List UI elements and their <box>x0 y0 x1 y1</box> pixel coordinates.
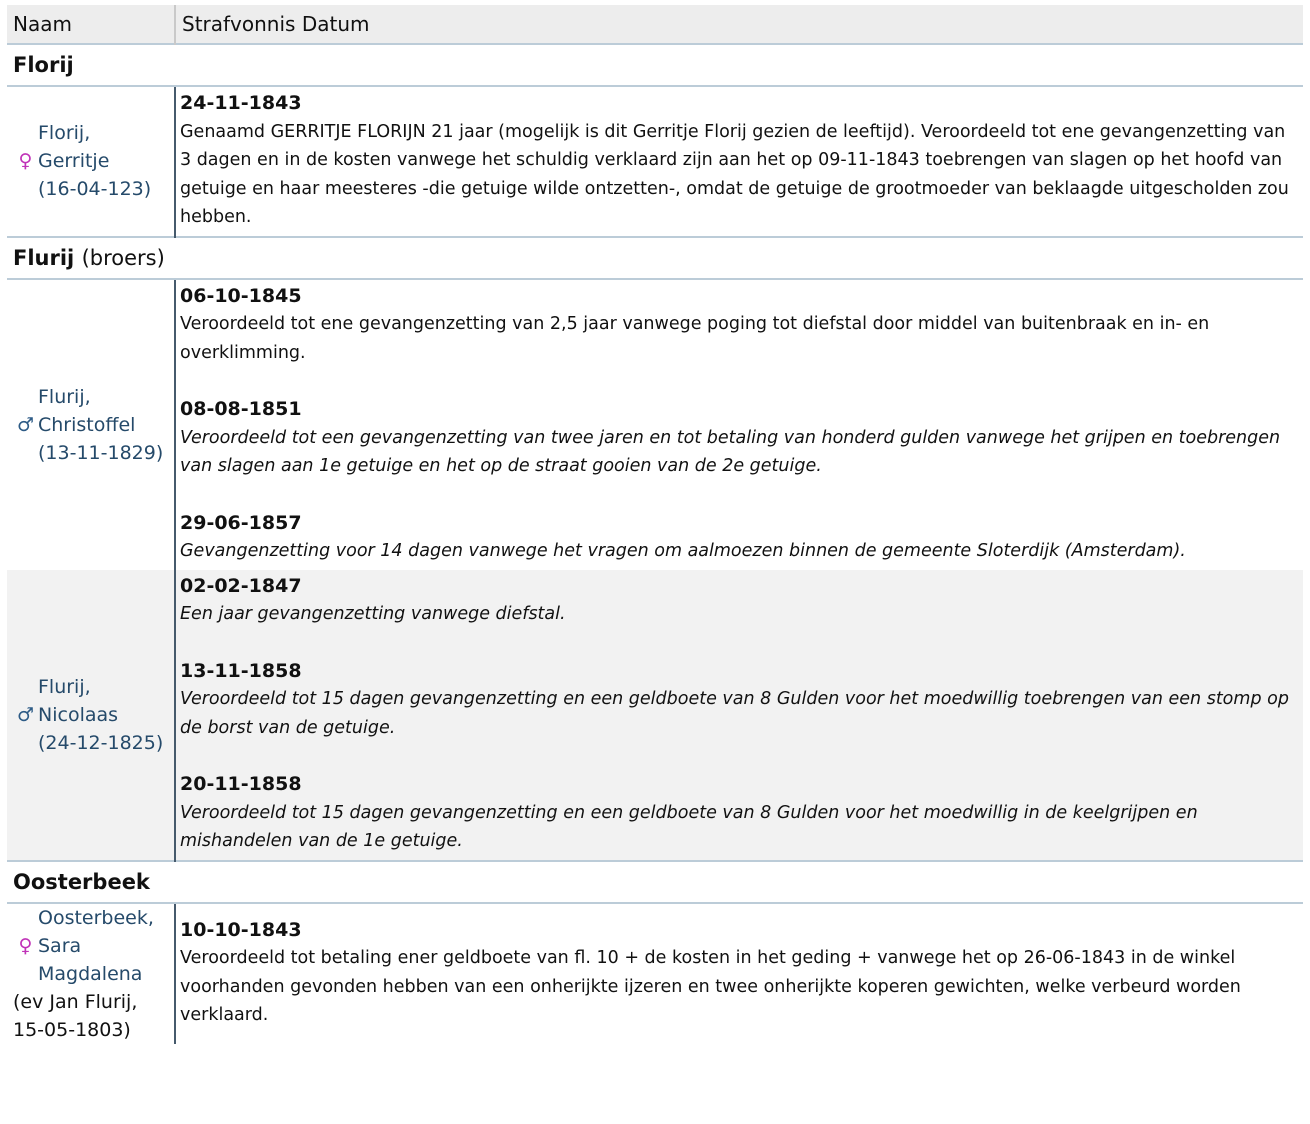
person-surname[interactable]: Oosterbeek, <box>38 906 154 929</box>
verdict-text: Veroordeeld tot een gevangenzetting van twee jaren en tot betaling van honderd gulden vanwege het grijpen en toebrengen van slagen aan 1e getuige en het op de straat gooien van de 2e getuige. <box>180 427 1281 476</box>
verdict-text: Veroordeeld tot betaling ener geldboete van fl. 10 + de kosten in het geding + vanwege het op 26-06-1843 in de winkel voorhanden gevonden hebben van een onherijkte ijzeren en twee onherijkte koperen gewichten, welke verbeurd worden verklaard. <box>180 948 1241 1025</box>
family-name: Flurij <box>13 245 75 270</box>
person-row <box>7 86 1303 237</box>
person-date-line <box>13 439 172 467</box>
person-note: (ev Jan Flurij, 15-05-1803) <box>13 990 138 1041</box>
person-cell <box>7 903 175 1044</box>
person-given-name[interactable]: Nicolaas <box>38 703 119 726</box>
spacer <box>13 960 38 988</box>
person-given-line-2 <box>13 960 172 988</box>
person-date-line <box>13 729 172 757</box>
verdict-record <box>180 657 1299 743</box>
female-symbol-icon: ♀ <box>18 934 33 957</box>
family-header <box>7 237 1303 279</box>
family-header <box>7 861 1303 903</box>
spacer <box>13 904 38 932</box>
person-surname-line <box>13 383 172 411</box>
verdict-record <box>180 916 1299 1030</box>
family-header <box>7 44 1303 86</box>
person-surname[interactable]: Flurij, <box>38 385 91 408</box>
verdict-date: 20-11-1858 <box>180 773 302 795</box>
verdict-text: Veroordeeld tot 15 dagen gevangenzetting en een geldboete van 8 Gulden voor het moedwillig in de keelgrijpen en mishandelen van de 1e getuige. <box>180 802 1198 851</box>
records-cell <box>175 903 1303 1044</box>
person-row <box>7 570 1303 861</box>
verdict-table <box>7 5 1303 1044</box>
column-header-verdict: Strafvonnis Datum <box>175 5 1303 44</box>
verdict-record <box>180 770 1299 856</box>
records-cell <box>175 279 1303 570</box>
verdict-record <box>180 89 1299 232</box>
person-given-name[interactable]: Christoffel <box>38 413 136 436</box>
verdict-date: 02-02-1847 <box>180 574 302 597</box>
person-given-line <box>13 932 172 960</box>
person-surname-line <box>13 119 172 147</box>
table-body <box>7 44 1303 1044</box>
spacer <box>13 673 38 701</box>
person-row <box>7 903 1303 1044</box>
person-row <box>7 279 1303 570</box>
family-name: Oosterbeek <box>13 869 150 894</box>
male-symbol-icon: ♂ <box>16 703 35 726</box>
person-given-name[interactable]: Gerritje <box>38 150 110 173</box>
spacer <box>13 383 38 411</box>
family-suffix: (broers) <box>81 245 165 270</box>
spacer <box>13 119 38 147</box>
verdict-text: Een jaar gevangenzetting vanwege diefstal. <box>180 604 566 624</box>
person-birth-date[interactable]: (24-12-1825) <box>38 731 164 754</box>
person-given-line <box>13 147 172 175</box>
person-birth-date[interactable]: (13-11-1829) <box>38 441 164 464</box>
person-cell <box>7 86 175 237</box>
family-row <box>7 44 1303 86</box>
spacer <box>13 439 38 467</box>
person-surname[interactable]: Flurij, <box>38 675 91 698</box>
family-row <box>7 237 1303 279</box>
person-date-line <box>13 175 172 203</box>
column-header-name: Naam <box>7 5 175 44</box>
verdict-text: Veroordeeld tot ene gevangenzetting van 2,5 jaar vanwege poging tot diefstal door middel van buitenbraak en in- en overklimming. <box>180 314 1210 363</box>
female-symbol-icon: ♀ <box>18 150 33 173</box>
table-header-row <box>7 5 1303 44</box>
person-cell <box>7 279 175 570</box>
verdict-date: 24-11-1843 <box>180 92 302 114</box>
person-cell <box>7 570 175 861</box>
verdict-text: Veroordeeld tot 15 dagen gevangenzetting en een geldboete van 8 Gulden voor het moedwillig toebrengen van een stomp op de borst van de getuige. <box>180 689 1289 738</box>
verdict-date: 29-06-1857 <box>180 511 302 534</box>
male-symbol-icon: ♂ <box>16 413 35 436</box>
records-cell <box>175 86 1303 237</box>
verdict-date: 10-10-1843 <box>180 918 302 941</box>
person-given-line <box>13 701 172 729</box>
family-name: Florij <box>13 53 74 77</box>
person-given-name[interactable]: Sara <box>38 934 82 957</box>
spacer <box>13 729 38 757</box>
verdict-text: Genaamd GERRITJE FLORIJN 21 jaar (mogelijk is dit Gerritje Florij gezien de leeftijd). Veroordeeld tot ene gevangenzetting van 3 dagen en in de kosten vanwege het schuldig verklaard zijn aan het op 09-11-1843 toebrengen van slagen op het hoofd van getuige en haar meesteres -die getuige wilde ontzetten-, omdat de getuige de grootmoeder van beklaagde uitgescholden zou hebben. <box>180 121 1289 227</box>
person-given-name-2[interactable]: Magdalena <box>38 962 143 985</box>
person-surname-line <box>13 904 172 932</box>
person-birth-date[interactable]: (16-04-123) <box>38 178 152 201</box>
verdict-record <box>180 509 1299 566</box>
verdict-record <box>180 395 1299 481</box>
person-surname[interactable]: Florij, <box>38 122 91 145</box>
verdict-date: 13-11-1858 <box>180 659 302 682</box>
person-given-line <box>13 411 172 439</box>
records-cell <box>175 570 1303 861</box>
person-surname-line <box>13 673 172 701</box>
family-row <box>7 861 1303 903</box>
verdict-table-page <box>7 5 1303 1044</box>
verdict-text: Gevangenzetting voor 14 dagen vanwege het vragen om aalmoezen binnen de gemeente Sloterdijk (Amsterdam). <box>180 541 1186 561</box>
verdict-record <box>180 282 1299 368</box>
verdict-date: 08-08-1851 <box>180 398 302 420</box>
spacer <box>13 175 38 203</box>
verdict-date: 06-10-1845 <box>180 284 302 307</box>
verdict-record <box>180 572 1299 629</box>
